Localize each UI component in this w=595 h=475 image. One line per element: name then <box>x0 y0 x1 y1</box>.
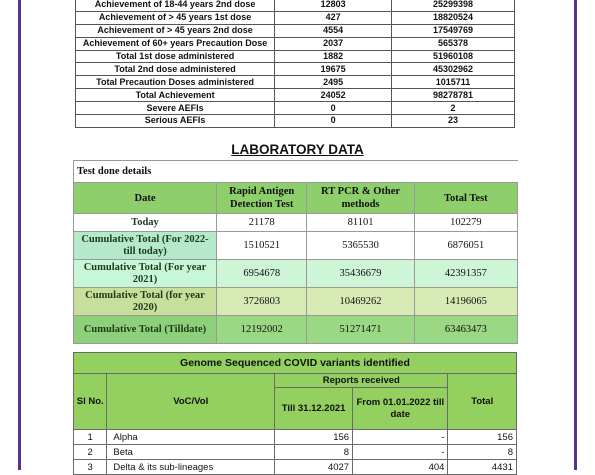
rtpcr-value: 35436679 <box>307 260 414 288</box>
sl-value: 3 <box>74 460 107 475</box>
row-label: Achievement of 18-44 years 2nd dose <box>76 0 275 11</box>
genome-variants-table <box>73 352 517 475</box>
sl-value: 1 <box>74 430 107 445</box>
today-value: 0 <box>275 115 392 128</box>
till-value: 156 <box>275 430 353 445</box>
column-header-voc-voi: VoC/VoI <box>107 374 275 430</box>
rapid-value: 21178 <box>216 214 306 232</box>
column-header-sl-no: Sl No. <box>74 374 107 430</box>
row-label: Serious AEFIs <box>76 115 275 128</box>
rapid-value: 3726803 <box>216 288 306 316</box>
cumulative-value: 51960108 <box>392 50 515 63</box>
column-header-till: Till 31.12.2021 <box>275 388 353 430</box>
row-label: Today <box>74 214 217 232</box>
total-value: 4431 <box>448 460 517 475</box>
variant-name: Delta & its sub-lineages <box>107 460 275 475</box>
cumulative-value: 2 <box>392 102 515 115</box>
table-row <box>76 102 515 115</box>
today-value: 2037 <box>275 37 392 50</box>
cumulative-value: 18820524 <box>392 11 515 24</box>
column-header-rapid-antigen: Rapid Antigen Detection Test <box>216 183 306 214</box>
today-value: 1882 <box>275 50 392 63</box>
laboratory-table <box>73 160 518 344</box>
row-label: Achievement of 60+ years Precaution Dose <box>76 37 275 50</box>
table-row <box>76 11 515 24</box>
cumulative-value: 25299398 <box>392 0 515 11</box>
row-label: Cumulative Total (for year 2020) <box>74 288 217 316</box>
column-header-total-test: Total Test <box>414 183 517 214</box>
total-value: 8 <box>448 445 517 460</box>
today-value: 19675 <box>275 63 392 76</box>
table-header-row <box>74 183 518 214</box>
today-value: 0 <box>275 102 392 115</box>
variant-name: Beta <box>107 445 275 460</box>
rtpcr-value: 51271471 <box>307 316 414 344</box>
from-value: - <box>353 445 448 460</box>
laboratory-heading: LABORATORY DATA <box>231 142 364 157</box>
total-value: 63463473 <box>414 316 517 344</box>
from-value: - <box>353 430 448 445</box>
cumulative-value: 17549769 <box>392 24 515 37</box>
table-row <box>74 260 518 288</box>
total-value: 14196065 <box>414 288 517 316</box>
row-label: Total 2nd dose administered <box>76 63 275 76</box>
table-row <box>74 316 518 344</box>
rapid-value: 12192002 <box>216 316 306 344</box>
till-value: 8 <box>275 445 353 460</box>
total-value: 102279 <box>414 214 517 232</box>
cumulative-value: 45302962 <box>392 63 515 76</box>
column-header-rtpcr: RT PCR & Other methods <box>307 183 414 214</box>
cumulative-value: 1015711 <box>392 76 515 89</box>
row-label: Total Precaution Doses administered <box>76 76 275 89</box>
column-header-date: Date <box>74 183 217 214</box>
table-row <box>74 460 517 475</box>
row-label: Cumulative Total (Tilldate) <box>74 316 217 344</box>
table-caption-row <box>74 161 518 183</box>
variant-name: Alpha <box>107 430 275 445</box>
row-label: Achievement of > 45 years 2nd dose <box>76 24 275 37</box>
till-value: 4027 <box>275 460 353 475</box>
row-label: Cumulative Total (For year 2021) <box>74 260 217 288</box>
table-title: Genome Sequenced COVID variants identified <box>74 353 517 374</box>
rapid-value: 1510521 <box>216 232 306 260</box>
table-row <box>76 115 515 128</box>
total-value: 42391357 <box>414 260 517 288</box>
table-row <box>76 37 515 50</box>
from-value: 404 <box>353 460 448 475</box>
table-row <box>76 76 515 89</box>
sl-value: 2 <box>74 445 107 460</box>
today-value: 427 <box>275 11 392 24</box>
table-row <box>76 50 515 63</box>
table-row <box>74 232 518 260</box>
table-row <box>74 430 517 445</box>
row-label: Total Achievement <box>76 89 275 102</box>
table-row <box>76 0 515 11</box>
rtpcr-value: 81101 <box>307 214 414 232</box>
cumulative-value: 565378 <box>392 37 515 50</box>
rtpcr-value: 10469262 <box>307 288 414 316</box>
row-label: Severe AEFIs <box>76 102 275 115</box>
total-value: 156 <box>448 430 517 445</box>
today-value: 24052 <box>275 89 392 102</box>
rtpcr-value: 5365530 <box>307 232 414 260</box>
table-row <box>74 214 518 232</box>
table-caption: Test done details <box>74 161 518 183</box>
row-label: Achievement of > 45 years 1st dose <box>76 11 275 24</box>
table-header-row <box>74 374 517 388</box>
column-header-reports-received: Reports received <box>275 374 448 388</box>
today-value: 4554 <box>275 24 392 37</box>
table-title-row <box>74 353 517 374</box>
total-value: 6876051 <box>414 232 517 260</box>
column-header-total: Total <box>448 374 517 430</box>
today-value: 2495 <box>275 76 392 89</box>
cumulative-value: 98278781 <box>392 89 515 102</box>
table-row <box>76 24 515 37</box>
row-label: Cumulative Total (For 2022- till today) <box>74 232 217 260</box>
table-row <box>74 445 517 460</box>
row-label: Total 1st dose administered <box>76 50 275 63</box>
table-row <box>76 63 515 76</box>
table-row <box>74 288 518 316</box>
column-header-from: From 01.01.2022 till date <box>353 388 448 430</box>
today-value: 12803 <box>275 0 392 11</box>
vaccination-summary-table <box>75 0 515 128</box>
rapid-value: 6954678 <box>216 260 306 288</box>
table-row <box>76 89 515 102</box>
cumulative-value: 23 <box>392 115 515 128</box>
